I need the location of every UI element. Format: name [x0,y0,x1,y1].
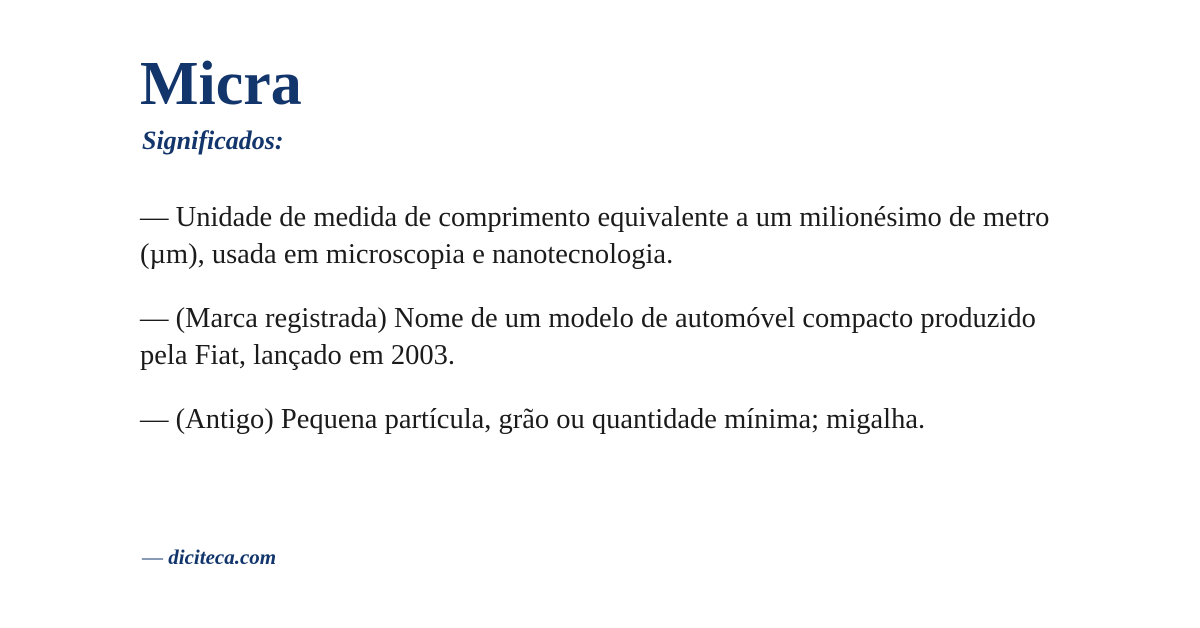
subtitle-label: Significados: [142,126,284,156]
definitions-list [140,200,1060,438]
em-dash-marker: — [140,202,169,234]
definition-text: Unidade de medida de comprimento equivalente a um milionésimo de metro (µm), usada em microscopia e nanotecnologia. [140,202,1050,270]
em-dash-marker: — [140,404,169,436]
definition-item [140,402,1060,438]
definition-text: (Marca registrada) Nome de um modelo de automóvel compacto produzido pela Fiat, lançado em 2003. [140,303,1036,371]
definition-item [140,301,1060,374]
em-dash-marker: — [140,303,169,335]
definition-item [140,200,1060,273]
page-title: Micra [140,50,302,118]
source-name: diciteca.com [168,545,277,569]
source-dash: — [142,545,163,569]
definition-text: (Antigo) Pequena partícula, grão ou quantidade mínima; migalha. [175,404,926,436]
source-attribution [142,545,276,570]
